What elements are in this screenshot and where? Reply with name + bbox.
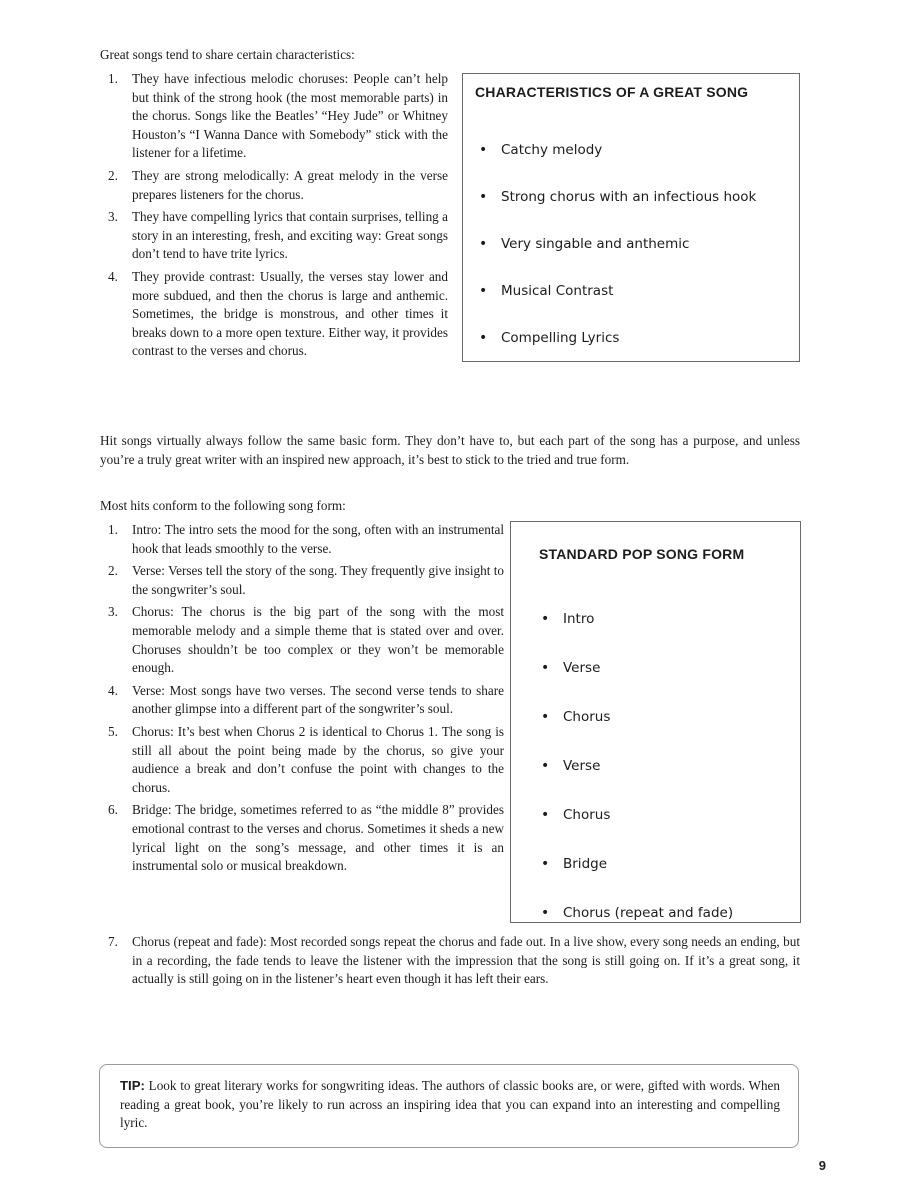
sidebar-bullet-item [541, 741, 733, 790]
sidebar-bullet-text: Catchy melody [501, 141, 603, 158]
sidebar-bullet-item [541, 839, 733, 888]
sidebar-box-title: CHARACTERISTICS OF A GREAT SONG [475, 84, 749, 100]
list-item-number: 1. [108, 71, 118, 86]
sidebar-bullet-text: Verse [563, 757, 601, 774]
sidebar-bullet-text: Musical Contrast [501, 282, 614, 299]
list-item-text: Chorus: It’s best when Chorus 2 is identical to Chorus 1. The song is still all about the point being made by the chorus, so give your audience a break and don’t confuse the point with changes to the chorus. [132, 723, 504, 795]
page-number: 9 [818, 1158, 826, 1173]
sidebar-bullet-text: Chorus [563, 708, 611, 725]
list-item-number: 4. [108, 682, 118, 698]
song-form-paragraph: Hit songs virtually always follow the same basic form. They don’t have to, but each part of the song has a purpose, and unless you’re a truly great writer with an inspired new approach, it’s best to stick to the tried and true form. [100, 433, 800, 467]
list-item [108, 933, 800, 989]
list-item-text: They provide contrast: Usually, the verses stay lower and more subdued, and then the chorus is large and anthemic. Sometimes, the bridge is monstrous, and other times it breaks down to a more open texture. Either way, it provides contrast to the verses and chorus. [132, 268, 448, 359]
list-item [108, 268, 448, 361]
characteristics-list [108, 70, 448, 365]
list-item-text: Bridge: The bridge, sometimes referred to as “the middle 8” provides emotional contrast to the verses and chorus. Sometimes it sheds a new lyrical light on the song’s message, and other times it is an instrumental solo or musical breakdown. [132, 802, 504, 874]
sidebar-box-title: STANDARD POP SONG FORM [539, 546, 745, 562]
sidebar-bullet-item [541, 643, 733, 692]
list-item-text: They are strong melodically: A great melody in the verse prepares listeners for the chorus. [132, 167, 448, 202]
sidebar-bullet-item [479, 267, 756, 314]
sidebar-bullet-text: Strong chorus with an infectious hook [501, 188, 757, 205]
list-item [108, 682, 504, 719]
bullet-icon: • [541, 610, 550, 627]
list-item-text: They have compelling lyrics that contain surprises, telling a story in an interesting, fresh, and exciting way: Great songs don’t tend to have trite lyrics. [132, 209, 448, 262]
tip-text: Look to great literary works for songwriting ideas. The authors of classic books are, or were, gifted with words. When reading a great book, you’re likely to run across an inspiring idea that you can expand into an interesting and compelling lyric. [120, 1078, 780, 1131]
bullet-icon: • [541, 904, 550, 921]
great-song-sidebar-box [462, 73, 800, 362]
bullet-icon: • [541, 855, 550, 872]
sidebar-bullet-text: Compelling Lyrics [501, 329, 620, 346]
tip-label: TIP: [120, 1078, 145, 1093]
sidebar-bullet-list [541, 594, 733, 937]
tip-callout [99, 1064, 799, 1148]
sidebar-bullet-text: Verse [563, 659, 601, 676]
sidebar-bullet-item [541, 888, 733, 937]
song-form-list [108, 521, 504, 880]
bullet-icon: • [541, 757, 550, 774]
list-item [108, 603, 504, 677]
sidebar-bullet-item [541, 692, 733, 741]
sidebar-bullet-item [479, 173, 756, 220]
sidebar-bullet-item [541, 790, 733, 839]
list-item [108, 562, 504, 599]
list-item-number: 7. [108, 934, 118, 949]
sidebar-bullet-text: Bridge [563, 855, 608, 872]
list-item-number: 3. [108, 604, 118, 620]
list-item-text: Verse: Most songs have two verses. The second verse tends to share another glimpse into a different part of the songwriter’s soul. [132, 682, 504, 717]
list-item-text: Chorus (repeat and fade): Most recorded songs repeat the chorus and fade out. In a live show, every song needs an ending, but in a recording, the fade tends to leave the listener with the impression that the song is still going on. If it’s a great song, it actually is still going on in the listener’s heart even though it has left their ears. [132, 934, 800, 987]
list-item-number: 6. [108, 802, 118, 818]
sidebar-bullet-item [479, 220, 756, 267]
bullet-icon: • [479, 188, 488, 205]
bullet-icon: • [541, 708, 550, 725]
list-item-number: 3. [108, 209, 118, 225]
list-item [108, 70, 448, 163]
sidebar-bullet-text: Intro [563, 610, 595, 627]
sidebar-bullet-list [479, 126, 756, 361]
sidebar-bullet-item [541, 594, 733, 643]
bullet-icon: • [541, 659, 550, 676]
sidebar-bullet-text: Chorus [563, 806, 611, 823]
song-form-list-continued [108, 933, 800, 989]
list-item [108, 167, 448, 204]
sidebar-bullet-text: Chorus (repeat and fade) [563, 904, 734, 921]
list-item-text: Verse: Verses tell the story of the song. They frequently give insight to the songwriter’s soul. [132, 563, 504, 597]
list-item [108, 521, 504, 558]
list-item-number: 1. [108, 522, 118, 537]
list-item-text: Chorus: The chorus is the big part of the song with the most memorable melody and a simple theme that is stated over and over. Choruses shouldn’t be too complex or they won’t be memorable enough. [132, 604, 504, 676]
bullet-icon: • [541, 806, 550, 823]
list-item-text: They have infectious melodic choruses: People can’t help but think of the strong hook (the most memorable parts) in the chorus. Songs like the Beatles’ “Hey Jude” or Whitney Houston’s “I Wanna Dance with Somebody” stick with the listener for a lifetime. [132, 71, 448, 161]
sidebar-bullet-text: Very singable and anthemic [501, 235, 690, 252]
list-item [108, 208, 448, 264]
list-item-number: 5. [108, 723, 118, 739]
sidebar-bullet-item [479, 314, 756, 361]
bullet-icon: • [479, 141, 488, 158]
list-item-number: 4. [108, 268, 118, 284]
song-form-sidebar-box [510, 521, 801, 923]
list-item-text: Intro: The intro sets the mood for the song, often with an instrumental hook that leads smoothly to the verse. [132, 522, 504, 556]
song-form-intro: Most hits conform to the following song form: [100, 498, 346, 513]
list-item [108, 801, 504, 875]
list-item [108, 723, 504, 797]
bullet-icon: • [479, 235, 488, 252]
bullet-icon: • [479, 282, 488, 299]
list-item-number: 2. [108, 167, 118, 183]
intro-sentence: Great songs tend to share certain characteristics: [100, 47, 355, 62]
bullet-icon: • [479, 329, 488, 346]
sidebar-bullet-item [479, 126, 756, 173]
list-item-number: 2. [108, 563, 118, 579]
